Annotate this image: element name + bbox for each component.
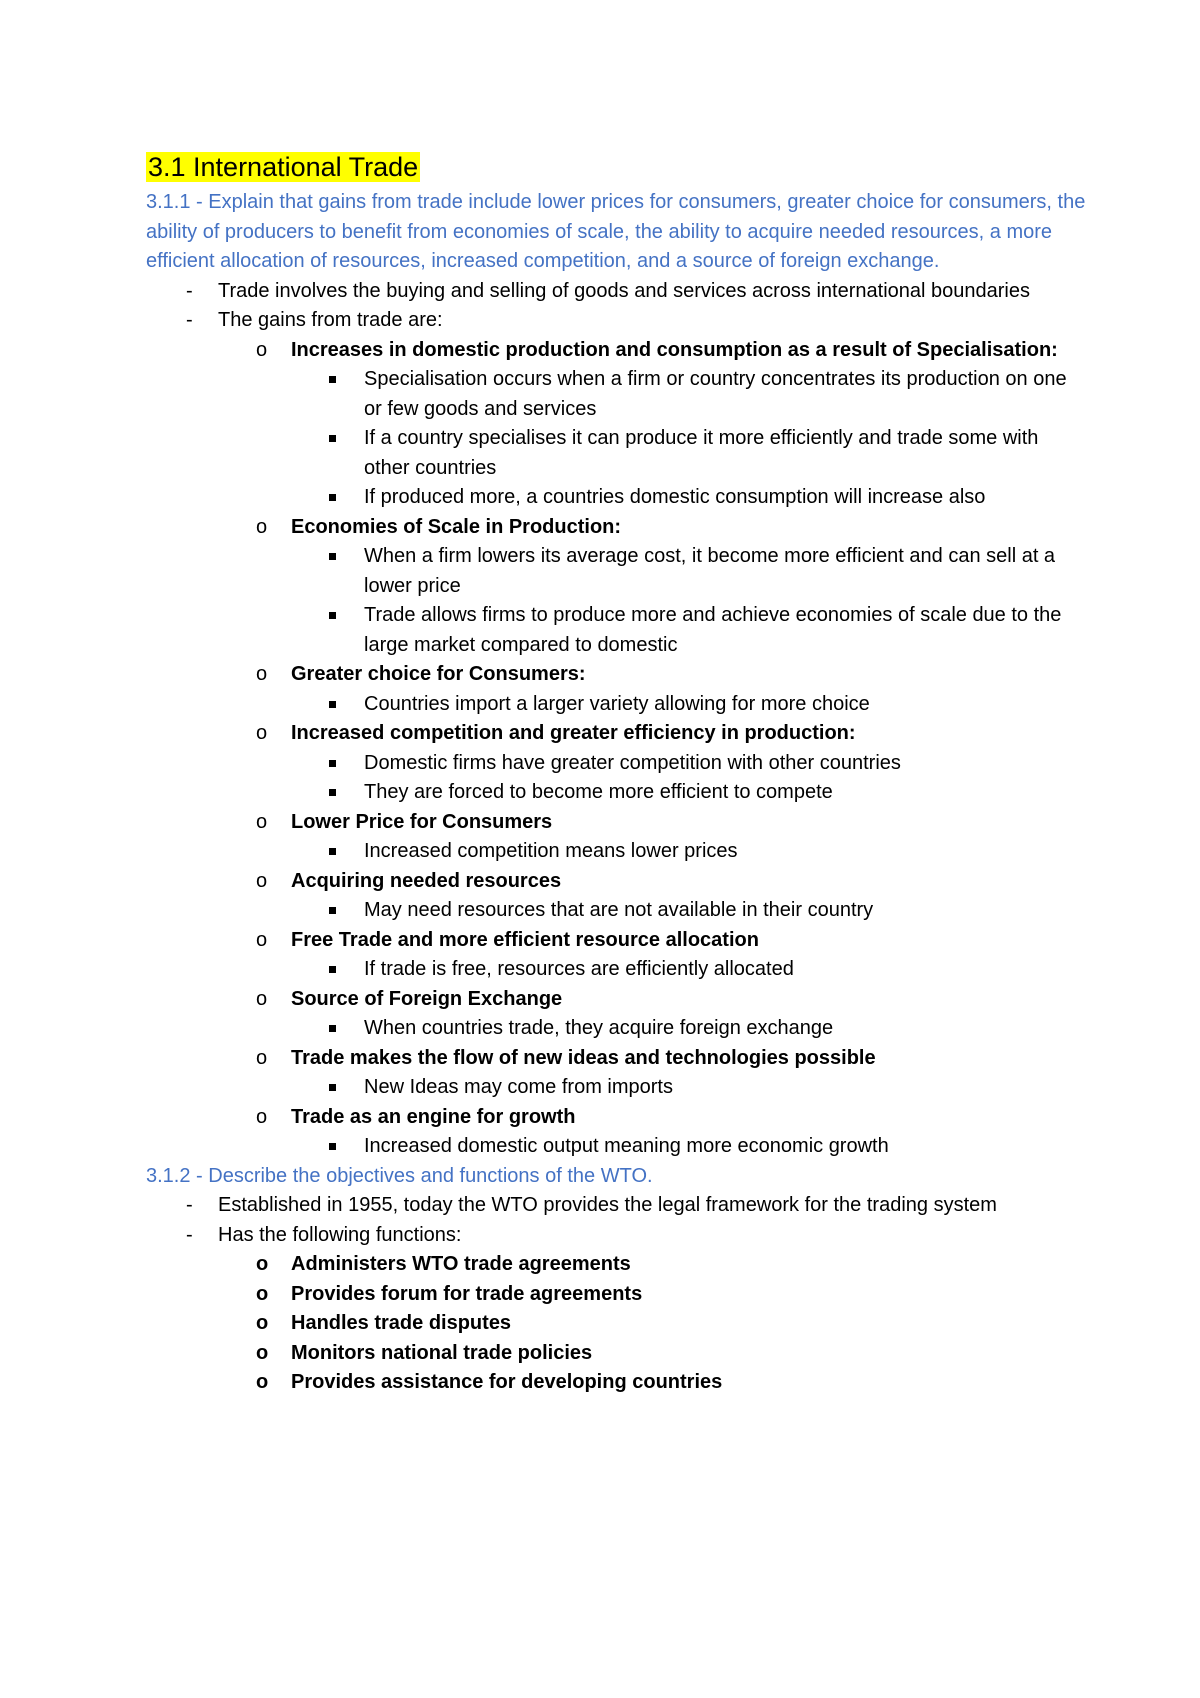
square-bullet-icon xyxy=(329,760,336,767)
gain-point xyxy=(146,955,1086,985)
gain-heading-text: Trade as an engine for growth xyxy=(291,1105,576,1128)
gain-point xyxy=(146,1132,1086,1162)
gain-point-text: Increased domestic output meaning more economic growth xyxy=(364,1135,889,1157)
gain-point-text: Increased competition means lower prices xyxy=(364,840,738,862)
gain-point xyxy=(146,1073,1086,1103)
gain-point-text: When countries trade, they acquire foreign exchange xyxy=(364,1017,834,1039)
gain-heading-text: Trade makes the flow of new ideas and technologies possible xyxy=(291,1046,876,1069)
circle-bullet-icon: o xyxy=(256,722,268,744)
circle-bullet-icon: o xyxy=(256,663,268,685)
gain-point-text: Countries import a larger variety allowing for more choice xyxy=(364,692,870,715)
objective-3-1-2: 3.1.2 - Describe the objectives and functions of the WTO. xyxy=(146,1164,653,1187)
circle-bullet-icon: o xyxy=(256,1253,269,1275)
gain-heading xyxy=(146,660,1086,690)
square-bullet-icon xyxy=(329,494,336,501)
wto-functions-list xyxy=(146,1250,1086,1398)
gain-heading xyxy=(146,513,1086,543)
wto-function-text: Administers WTO trade agreements xyxy=(291,1253,631,1275)
gain-heading xyxy=(146,1103,1086,1133)
dash-item xyxy=(146,277,1086,307)
square-bullet-icon xyxy=(329,553,336,560)
circle-bullet-icon: o xyxy=(256,1341,269,1364)
dash-item xyxy=(146,1191,1086,1221)
square-bullet-icon xyxy=(329,966,336,973)
wto-function-item xyxy=(146,1250,1086,1280)
square-bullet-icon xyxy=(329,907,336,914)
square-bullet-icon xyxy=(329,1143,336,1150)
wto-function-text: Handles trade disputes xyxy=(291,1312,512,1334)
gain-heading-text: Free Trade and more efficient resource allocation xyxy=(291,928,759,951)
square-bullet-icon xyxy=(329,1084,336,1091)
gain-heading xyxy=(146,926,1086,956)
wto-function-item xyxy=(146,1339,1086,1369)
circle-bullet-icon: o xyxy=(256,1282,269,1305)
title-highlight: 3.1 International Trade xyxy=(148,152,419,182)
gain-point-text: Trade allows firms to produce more and achieve economies of scale due to the large market compared to domestic xyxy=(364,604,1062,656)
gain-point xyxy=(146,749,1086,779)
objective-3-1-1: 3.1.1 - Explain that gains from trade include lower prices for consumers, greater choice for consumers, the ability of producers to benefit from economies of scale, the ability to acquire needed resources, a more efficient allocation of resources, increased competition, and a source of foreign exchange. xyxy=(146,191,1086,272)
dash-marker: - xyxy=(186,1223,193,1246)
gain-point-text: They are forced to become more efficient to compete xyxy=(364,781,833,803)
wto-function-item xyxy=(146,1309,1086,1339)
circle-bullet-icon: o xyxy=(256,869,268,892)
square-bullet-icon xyxy=(329,1025,336,1032)
circle-bullet-icon: o xyxy=(256,1105,268,1128)
wto-function-text: Monitors national trade policies xyxy=(291,1341,593,1364)
dash-text: Has the following functions: xyxy=(218,1223,462,1246)
gain-point xyxy=(146,896,1086,926)
gain-point xyxy=(146,365,1086,424)
gain-heading xyxy=(146,1044,1086,1074)
dash-marker: - xyxy=(186,309,193,331)
gain-point xyxy=(146,483,1086,513)
gain-heading-text: Increased competition and greater efficiency in production: xyxy=(291,722,856,744)
square-bullet-icon xyxy=(329,789,336,796)
gain-heading-text: Source of Foreign Exchange xyxy=(291,987,563,1010)
gain-point-text: If trade is free, resources are efficiently allocated xyxy=(364,958,794,980)
dash-marker: - xyxy=(186,279,193,302)
circle-bullet-icon: o xyxy=(256,1312,269,1334)
gain-point xyxy=(146,424,1086,483)
circle-bullet-icon: o xyxy=(256,515,268,538)
gain-heading xyxy=(146,336,1086,366)
dash-marker: - xyxy=(186,1194,193,1216)
gains-list xyxy=(146,336,1086,1162)
gain-heading xyxy=(146,985,1086,1015)
wto-function-text: Provides assistance for developing countries xyxy=(291,1371,723,1393)
circle-bullet-icon: o xyxy=(256,1046,268,1069)
square-bullet-icon xyxy=(329,612,336,619)
dash-item xyxy=(146,1221,1086,1251)
dash-text: Trade involves the buying and selling of goods and services across international boundaries xyxy=(218,279,1030,302)
circle-bullet-icon: o xyxy=(256,987,268,1010)
wto-function-item xyxy=(146,1368,1086,1398)
gain-point-text: New Ideas may come from imports xyxy=(364,1076,673,1098)
wto-function-text: Provides forum for trade agreements xyxy=(291,1282,643,1305)
gain-point xyxy=(146,690,1086,720)
document-page xyxy=(146,150,1086,1398)
gain-heading xyxy=(146,808,1086,838)
gain-heading xyxy=(146,719,1086,749)
dash-text: Established in 1955, today the WTO provides the legal framework for the trading system xyxy=(218,1194,997,1216)
wto-function-item xyxy=(146,1280,1086,1310)
gain-heading-text: Acquiring needed resources xyxy=(291,869,562,892)
gain-point-text: If produced more, a countries domestic consumption will increase also xyxy=(364,486,986,508)
circle-bullet-icon: o xyxy=(256,1371,269,1393)
square-bullet-icon xyxy=(329,435,336,442)
gain-point xyxy=(146,601,1086,660)
gain-heading-text: Lower Price for Consumers xyxy=(291,810,553,833)
gain-heading xyxy=(146,867,1086,897)
gain-point xyxy=(146,778,1086,808)
gain-point-text: Domestic firms have greater competition with other countries xyxy=(364,751,901,774)
gain-heading-text: Increases in domestic production and consumption as a result of Specialisation: xyxy=(291,338,1058,361)
gain-point xyxy=(146,1014,1086,1044)
square-bullet-icon xyxy=(329,376,336,383)
square-bullet-icon xyxy=(329,848,336,855)
gain-heading-text: Greater choice for Consumers: xyxy=(291,663,586,685)
gain-point xyxy=(146,837,1086,867)
dash-item xyxy=(146,306,1086,336)
square-bullet-icon xyxy=(329,701,336,708)
gain-point xyxy=(146,542,1086,601)
circle-bullet-icon: o xyxy=(256,338,268,361)
page-title xyxy=(146,150,1086,184)
circle-bullet-icon: o xyxy=(256,928,268,951)
gain-point-text: If a country specialises it can produce it more efficiently and trade some with other countries xyxy=(364,427,1039,479)
gain-point-text: When a firm lowers its average cost, it become more efficient and can sell at a lower price xyxy=(364,545,1056,597)
gain-point-text: May need resources that are not available in their country xyxy=(364,899,874,921)
gain-point-text: Specialisation occurs when a firm or country concentrates its production on one or few goods and services xyxy=(364,368,1067,420)
gain-heading-text: Economies of Scale in Production: xyxy=(291,515,622,538)
dash-text: The gains from trade are: xyxy=(218,309,443,331)
circle-bullet-icon: o xyxy=(256,810,268,833)
